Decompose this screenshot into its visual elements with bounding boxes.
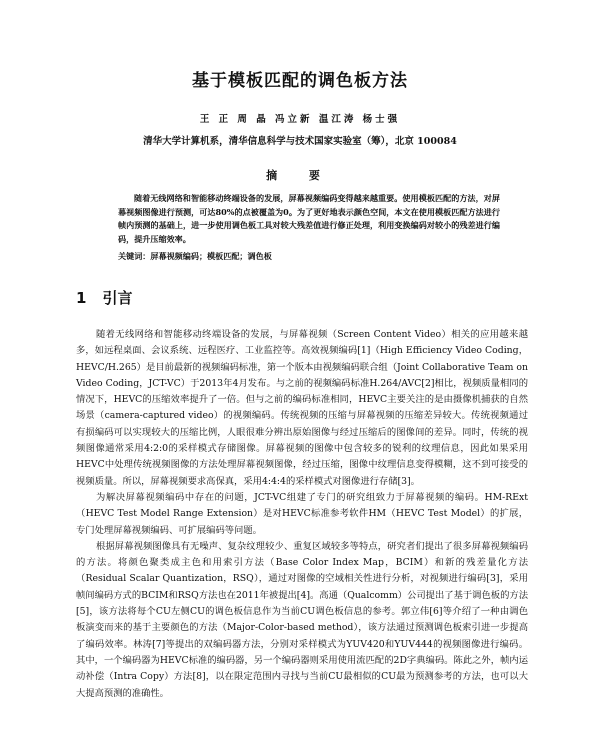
affiliation: 清华大学计算机系，清华信息科学与技术国家实验室（筹），北京 100084 [143,136,457,147]
paper-title: 基于模板匹配的调色板方法 [192,71,408,91]
section-heading [76,287,132,308]
abstract-text: 随着无线网络和智能移动终端设备的发展，屏幕视频编码变得越来越重要。使用模板匹配的方法，对屏幕视频图像进行预测，可达80%的点被覆盖为0。为了更好地表示颜色空间，本文在使用模板匹配方法进行帧内预测的基础上，进一步使用调色板工具对较大残差值进行修正处理，利用变换编码对较小的残差进行编码，提升压缩效率。 [118,193,500,244]
body-paragraph: 随着无线网络和智能移动终端设备的发展，与屏幕视频（Screen Content Video）相关的应用越来越多，如远程桌面、会议系统、远程医疗、工业监控等。高效视频编码[1]（High Efficiency Video Coding，HEVC/H.265）是目前最新的视频编码标准，第一个版本由视频编码联合组（Joint Collaborative Team on Video Coding，JCT-VC）于2013年4月发布。与之前的视频编码标准H.264/AVC[2]相比，视频质量相同的情况下，HEVC的压缩效率提升了一倍。但与之前的编码标准相同，HEVC主要关注的是由摄像机捕获的自然场景（camera-captured video）的视频编码。传统视频的压缩与屏幕视频的压缩差异较大。传统视频通过有损编码可以实现较大的压缩比例，人眼很难分辨出原始图像与经过压缩后的图像间的差异。同时，传统的视频图像通常采用4:2:0的采样模式存储图像。屏幕视频的图像中包含较多的锐利的纹理信息，因此如果采用HEVC中处理传统视频图像的方法处理屏幕视频图像，经过压缩，图像中纹理信息变得模糊，这不到可接受的视频质量。所以，屏幕视频要求高保真，采用4:4:4的采样模式对图像进行存储[3]。 [76,329,528,487]
section-title: 引言 [102,289,133,307]
author-list: 王 正 周 晶 冯立新 温江涛 杨士强 [199,114,401,125]
body-paragraph: 根据屏幕视频图像具有无噪声、复杂纹理较少、重复区域较多等特点，研究者们提出了很多屏幕视频编码的方法。将颜色聚类成主色和用索引方法（Base Color Index Map，BCIM）和新的残差量化方法（Residual Scalar Quantization，RSQ），通过对图像的空域相关性进行分析，对视频进行编码[3]，采用帧间编码方式的BCIM和RSQ方法也在2011年被提出[4]。高通（Qualcomm）公司提出了基于调色板的方法[5]，该方法将每个CU左侧CU的调色板信息作为当前CU调色板信息的参考。郭立伟[6]等介绍了一种由调色板演变而来的基于主要颜色的方法（Major-Color-based method），该方法通过预测调色板索引进一步提高了编码效率。林涛[7]等提出的双编码器方法，分别对采样模式为YUV420和YUV444的视频图像进行编码。其中，一个编码器为HEVC标准的编码器，另一个编码器则采用使用流匹配的2D字典编码。陈此之外，帧内运动补偿（Intra Copy）方法[8]，以在限定范围内寻找与当前CU最相似的CU最为预测参考的方法，也可以大大提高预测的准确性。 [76,540,528,699]
keywords: 关键词：屏幕视频编码；模板匹配；调色板 [118,251,272,261]
abstract-heading: 摘 要 [266,169,334,182]
body-paragraph: 为解决屏幕视频编码中存在的问题，JCT-VC组建了专门的研究组致力于屏幕视频的编码。HM-RExt（HEVC Test Model Range Extension）是对HEVC标准参考软件HM（HEVC Test Model）的扩展，专门处理屏幕视频编码、可扩展编码等问题。 [76,491,528,536]
section-number: 1 [76,289,87,307]
section-body [76,327,528,702]
